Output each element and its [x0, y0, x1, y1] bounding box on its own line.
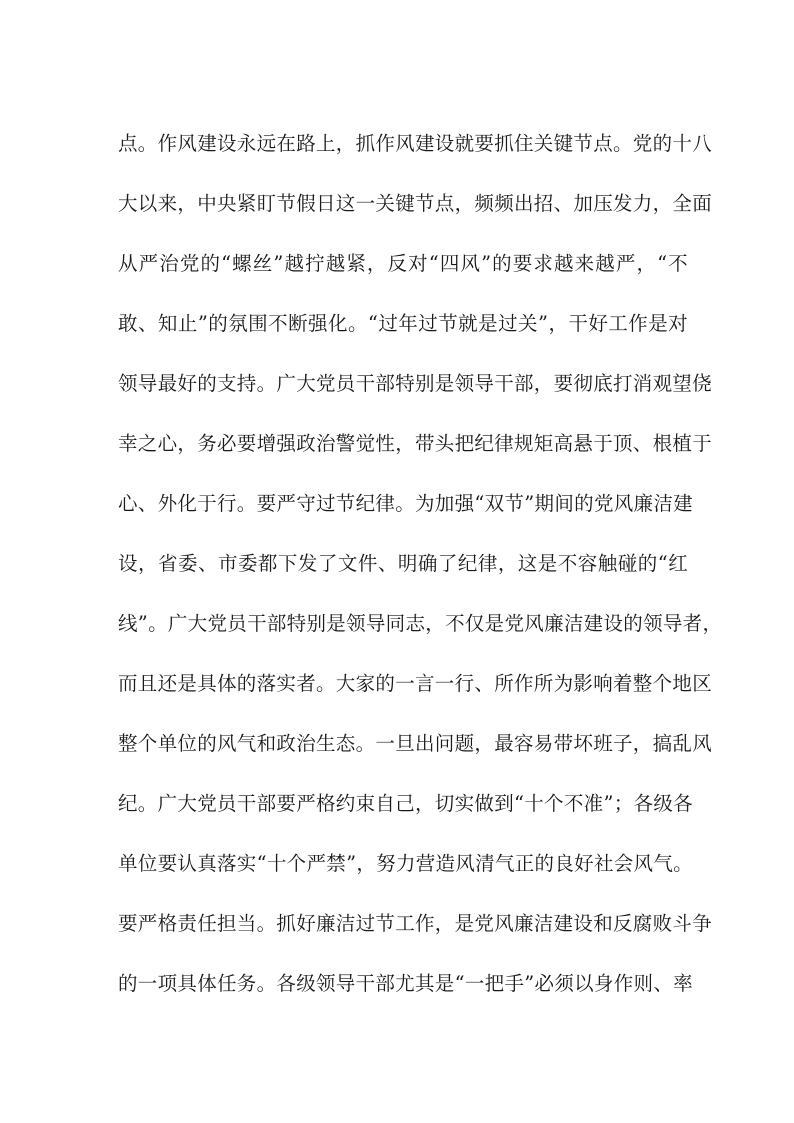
text-line: 大以来，中央紧盯节假日这一关键节点，频频出招、加压发力，全面: [118, 192, 713, 215]
text-line: 心、外化于行。要严守过节纪律。为加强“双节”期间的党风廉洁建: [118, 492, 693, 515]
text-line: 点。作风建设永远在路上，抓作风建设就要抓住关键节点。党的十八: [118, 132, 713, 155]
body-text: [118, 114, 723, 1014]
text-line: 单位要认真落实“十个严禁”，努力营造风清气正的良好社会风气。: [118, 852, 693, 875]
text-line: 领导最好的支持。广大党员干部特别是领导干部，要彻底打消观望侥: [118, 372, 713, 395]
text-line: 而且还是具体的落实者。大家的一言一行、所作所为影响着整个地区: [118, 672, 713, 695]
text-line: 线”。广大党员干部特别是领导同志，不仅是党风廉洁建设的领导者，: [118, 612, 723, 635]
text-line: 幸之心，务必要增强政治警觉性，带头把纪律规矩高悬于顶、根植于: [118, 432, 713, 455]
text-line: 纪。广大党员干部要严格约束自己，切实做到“十个不准”；各级各: [118, 792, 693, 815]
text-line: 的一项具体任务。各级领导干部尤其是“一把手”必须以身作则、率: [118, 972, 693, 995]
text-line: 敢、知止”的氛围不断强化。“过年过节就是过关”，干好工作是对: [118, 312, 688, 335]
text-line: 要严格责任担当。抓好廉洁过节工作，是党风廉洁建设和反腐败斗争: [118, 912, 713, 935]
text-line: 整个单位的风气和政治生态。一旦出问题，最容易带坏班子，搞乱风: [118, 732, 713, 755]
text-line: 设，省委、市委都下发了文件、明确了纪律，这是不容触碰的“红: [118, 552, 688, 575]
text-line: 从严治党的“螺丝”越拧越紧，反对“四风”的要求越来越严，“不: [118, 252, 688, 275]
